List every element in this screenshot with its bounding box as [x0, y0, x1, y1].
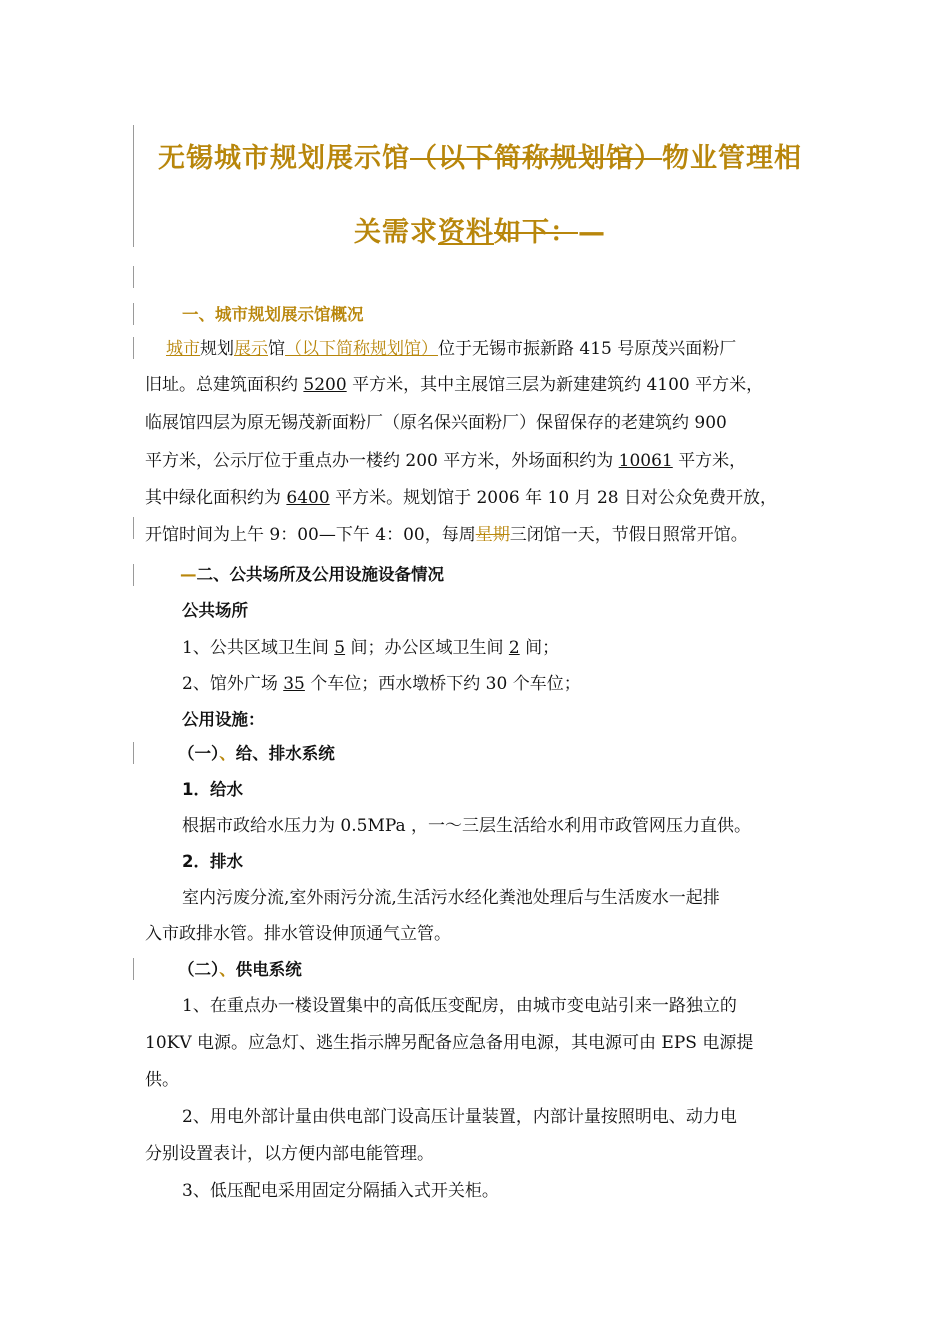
change-bar	[133, 517, 134, 539]
underlined-number: 2	[508, 638, 520, 658]
deleted-text: 如下：	[494, 217, 578, 248]
deleted-text: 星期	[475, 525, 510, 545]
document-title-line2	[140, 210, 820, 249]
paragraph-line: 3、低压配电采用固定分隔插入式开关柜。	[182, 1181, 499, 1201]
title-text: 无锡城市规划展示馆	[158, 143, 410, 174]
text: 馆	[268, 339, 285, 359]
paragraph-line: 室内污废分流,室外雨污分流,生活污水经化粪池处理后与生活废水一起排	[182, 888, 720, 908]
document-title-line1	[140, 136, 820, 175]
paragraph-line: 1、在重点办一楼设置集中的高低压变配房，由城市变电站引来一路独立的	[182, 996, 737, 1016]
underlined-number: 35	[283, 674, 305, 694]
title-text: 物业管理相	[662, 143, 802, 174]
inserted-text: 资料	[438, 217, 494, 248]
revision-mark: —	[578, 217, 606, 248]
text: 位于无锡市振新路 415 号原茂兴面粉厂	[438, 339, 737, 359]
item-heading: 2．排水	[182, 852, 243, 871]
paragraph-line: 根据市政给水压力为 0.5MPa ，一～三层生活给水利用市政管网压力直供。	[182, 816, 752, 836]
underlined-number: 5200	[303, 375, 347, 395]
inserted-text: （以下简称规划馆）	[285, 339, 438, 359]
paragraph-line: 10KV 电源。应急灯、逃生指示牌另配备应急备用电源，其电源可由 EPS 电源提	[145, 1033, 754, 1053]
change-bar	[133, 742, 134, 764]
paragraph-line	[166, 338, 736, 360]
revision-mark: —	[180, 565, 197, 584]
change-bar	[133, 337, 134, 359]
change-bar	[133, 266, 134, 288]
paragraph-line: 分别设置表计，以方便内部电能管理。	[145, 1144, 434, 1164]
change-bar	[133, 564, 134, 586]
inserted-text: 展示	[234, 339, 268, 359]
underlined-number: 10061	[618, 451, 673, 471]
paragraph-line: 入市政排水管。排水管设伸顶通气立管。	[145, 924, 451, 944]
change-bar	[133, 125, 134, 247]
underlined-number: 5	[334, 638, 346, 658]
paragraph-line: 供。	[145, 1070, 179, 1090]
subheading: 公共场所	[182, 601, 248, 620]
deleted-text: （以下简称规划馆）	[410, 143, 662, 174]
text: 规划	[200, 339, 234, 359]
paragraph-line: 2、用电外部计量由供电部门设高压计量装置，内部计量按照明电、动力电	[182, 1107, 737, 1127]
list-item: 2、馆外广场 35 个车位；西水墩桥下约 30 个车位；	[182, 674, 581, 694]
item-heading: 1．给水	[182, 780, 243, 799]
section-heading: —二、公共场所及公用设施设备情况	[180, 565, 444, 584]
underlined-number: 6400	[286, 488, 330, 508]
list-item: 1、公共区域卫生间 5 间；办公区域卫生间 2 间；	[182, 638, 560, 658]
revision-mark: 、	[219, 744, 236, 763]
subsection-heading: （二）、供电系统	[178, 960, 302, 979]
revision-mark: 、	[219, 960, 236, 979]
inserted-text: 城市	[166, 339, 200, 359]
paragraph-line: 临展馆四层为原无锡茂新面粉厂（原名保兴面粉厂）保留保存的老建筑约 900	[145, 413, 727, 433]
paragraph-line: 其中绿化面积约为 6400 平方米。规划馆于 2006 年 10 月 28 日对公众免费开放，	[145, 488, 778, 508]
paragraph-line: 平方米，公示厅位于重点办一楼约 200 平方米，外场面积约为 10061 平方米，	[145, 451, 747, 471]
subsection-heading: （一）、给、排水系统	[178, 744, 335, 763]
subheading: 公用设施：	[182, 710, 265, 729]
paragraph-line: 开馆时间为上午 9：00—下午 4：00，每周星期三闭馆一天，节假日照常开馆。	[145, 525, 748, 545]
title-text: 关需求	[354, 217, 438, 248]
paragraph-line: 旧址。总建筑面积约 5200 平方米，其中主展馆三层为新建建筑约 4100 平方米，	[145, 375, 764, 395]
section-heading: 一、城市规划展示馆概况	[182, 305, 364, 324]
change-bar	[133, 303, 134, 325]
change-bar	[133, 958, 134, 980]
